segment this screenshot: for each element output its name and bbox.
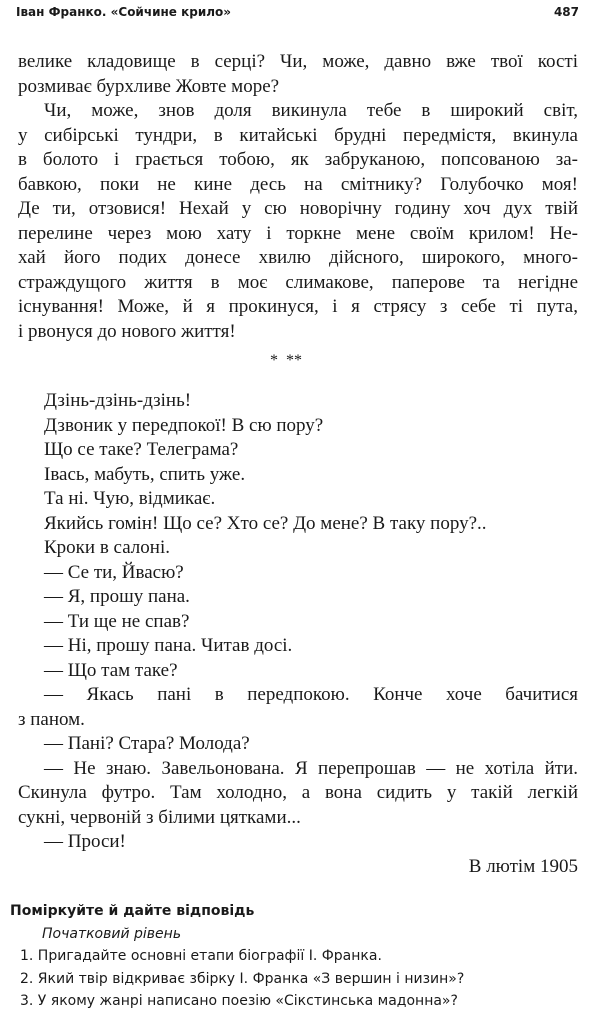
- dialogue-line: — Ти ще не спав?: [44, 610, 190, 632]
- date-line: В лютім 1905: [468, 856, 578, 877]
- question-item: 2. Який твір відкриває збірку І. Франка «З вершин і низин»?: [20, 970, 465, 987]
- dialogue-line: Що се таке? Телеграма?: [44, 439, 239, 460]
- dialogue-line: — Якась пані в передпокою. Конче хоче бачитися: [44, 684, 578, 705]
- dialogue-line: Та ні. Чую, відмикає.: [44, 488, 216, 509]
- dialogue-line: Дзвоник у передпокої! В сю пору?: [44, 414, 324, 436]
- prose-line: у сибірські тундри, в китайські брудні передмістя, вкинула: [18, 124, 578, 146]
- question-item: 1. Пригадайте основні етапи біографії І. Франка.: [20, 948, 382, 964]
- dialogue-line: Івась, мабуть, спить уже.: [44, 463, 246, 485]
- prose-line: хай його подих донесе хвилю дійсного, широкого, много-: [18, 247, 578, 268]
- dialogue-line: сукні, червоній з білими цятками...: [18, 806, 301, 828]
- dialogue-line: — Пані? Стара? Молода?: [44, 733, 250, 754]
- dialogue-line: Скинула футро. Там холодно, а вона сидить у такій легкій: [18, 782, 578, 803]
- dialogue-line: — Се ти, Йвасю?: [44, 561, 184, 583]
- level-subheading: Початковий рівень: [42, 925, 182, 942]
- dialogue-line: Кроки в салоні.: [44, 537, 170, 558]
- prose-line: Чи, може, знов доля викинула тебе в широкий світ,: [44, 100, 578, 121]
- prose-line: і рвонуся до нового життя!: [18, 320, 236, 342]
- dialogue-line: — Проси!: [44, 831, 126, 852]
- dialogue-line: з паном.: [18, 708, 85, 730]
- prose-line: бавкою, поки не кине десь на смітнику? Голубочко моя!: [18, 173, 578, 195]
- dialogue-line: — Не знаю. Завельонована. Я перепрошав — не хотіла йти.: [44, 757, 578, 779]
- prose-section: [18, 50, 578, 344]
- dialogue-line: — Що там таке?: [44, 659, 178, 681]
- dialogue-line: Якийсь гомін! Що се? Хто се? До мене? В таку пору?..: [44, 512, 487, 534]
- prose-line: в болото і грається тобою, як забруканою, попсованою за-: [18, 149, 578, 170]
- dialogue-line: — Я, прошу пана.: [44, 586, 190, 607]
- question-item: 3. У якому жанрі написано поезію «Сікстинська мадонна»?: [20, 993, 458, 1009]
- prose-line: перелине через мою хату і торкне мене своїм крилом! Не-: [18, 222, 578, 244]
- running-header-title: Іван Франко. «Сойчине крило»: [16, 5, 232, 19]
- questions-heading: Поміркуйте й дайте відповідь: [10, 903, 255, 919]
- section-separator: * **: [270, 352, 302, 369]
- dialogue-section: [18, 389, 578, 855]
- prose-line: розмиває бурхливе Жовте море?: [18, 75, 280, 97]
- page-number: 487: [553, 5, 579, 19]
- dialogue-line: Дзінь-дзінь-дзінь!: [44, 390, 192, 411]
- prose-line: страждущого життя в моє слимакове, паперове та негідне: [18, 271, 578, 293]
- prose-line: велике кладовище в серці? Чи, може, давно вже твої кості: [18, 51, 578, 72]
- prose-line: Де ти, отзовися! Нехай у сю новорічну годину хоч дух твій: [18, 198, 578, 219]
- prose-line: існування! Може, й я прокинуся, і я стрясу з себе ті пута,: [18, 296, 578, 317]
- dialogue-line: — Ні, прошу пана. Читав досі.: [44, 635, 293, 656]
- questions-block: [10, 900, 600, 1013]
